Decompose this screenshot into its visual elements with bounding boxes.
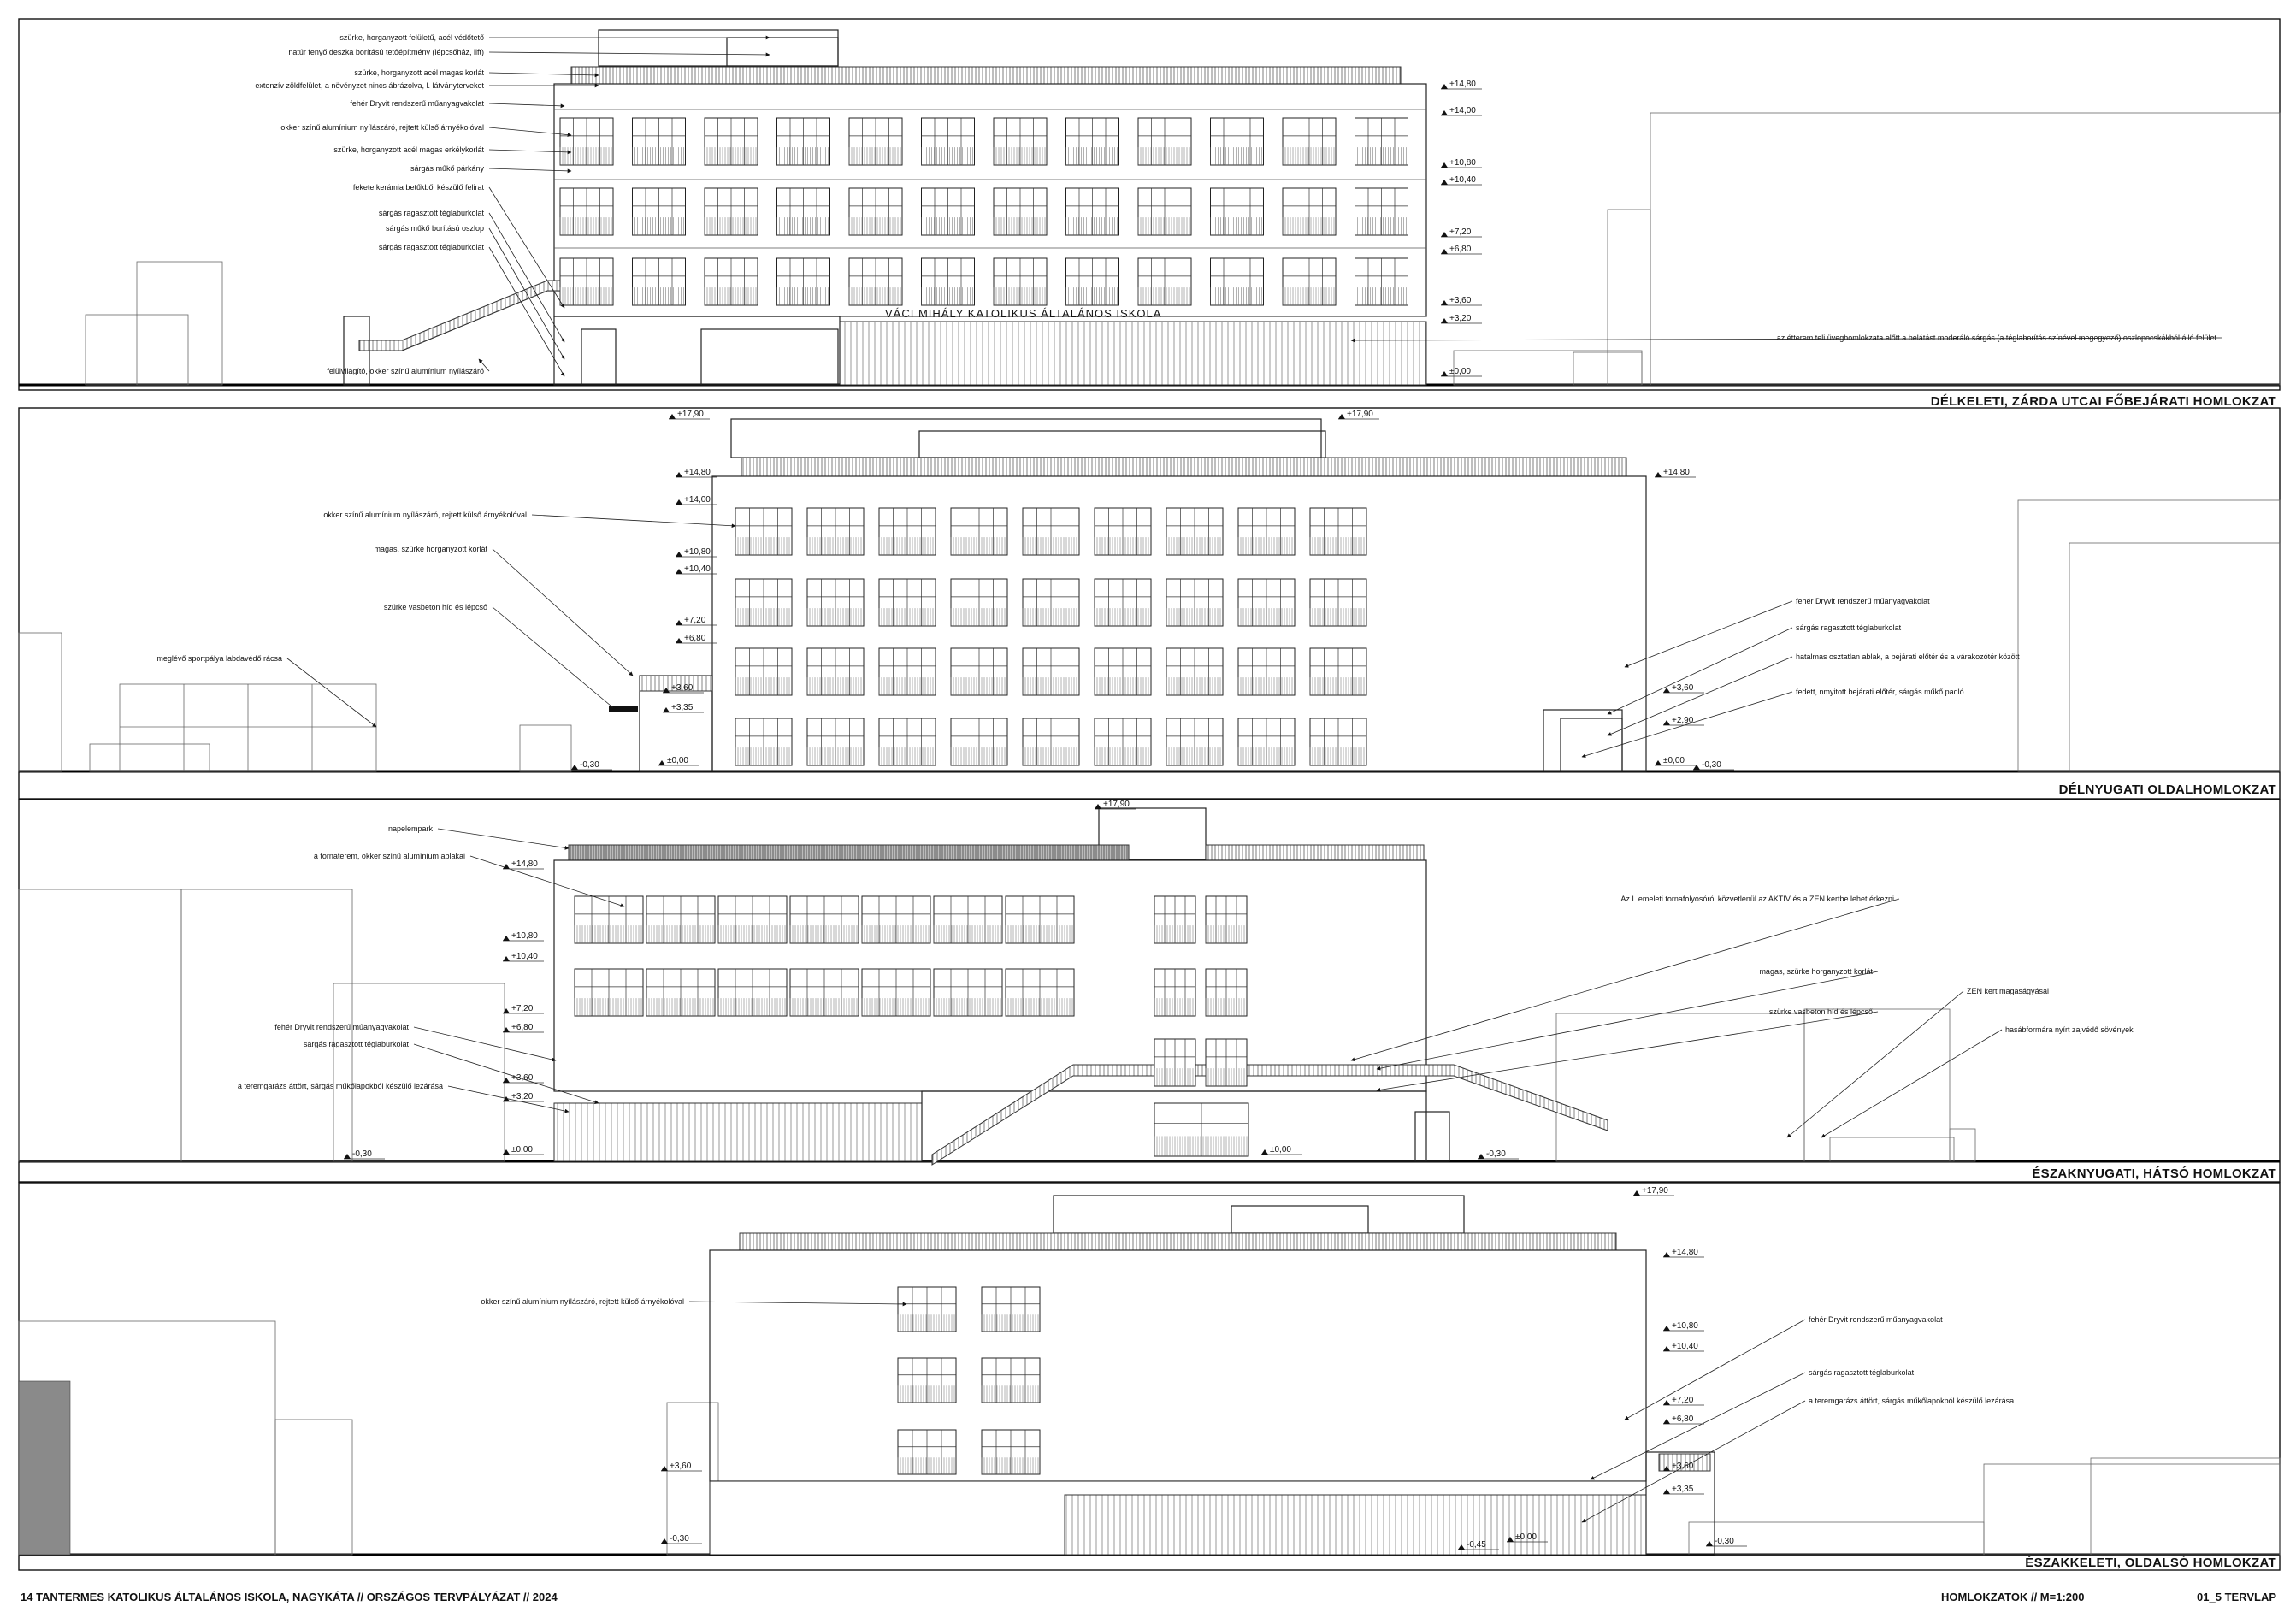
annotation-label: sárgás műkő párkány: [410, 164, 484, 173]
level-label: +14,00: [1449, 106, 1476, 115]
leader-line: [1625, 601, 1792, 667]
level-label: +10,40: [1449, 175, 1476, 185]
leader-line: [489, 150, 571, 152]
footer-sheet-number: 01_5 TERVLAP: [2197, 1591, 2276, 1603]
annotation-label: fehér Dryvit rendszerű műanyagvakolat: [350, 99, 484, 108]
level-label: +3,35: [1672, 1485, 1694, 1494]
annotation-label: szürke vasbeton híd és lépcső: [383, 603, 487, 611]
level-label: ±0,00: [1515, 1532, 1537, 1542]
leader-line: [489, 247, 564, 376]
panel-2-annotations: [156, 511, 2020, 757]
leader-line: [1351, 899, 1899, 1060]
annotation-label: magas, szürke horganyzott korlát: [374, 545, 487, 553]
footer-project-title: 14 TANTERMES KATOLIKUS ÁLTALÁNOS ISKOLA, NAGYKÁTA // ORSZÁGOS TERVPÁLYÁZAT // 2024: [21, 1591, 558, 1603]
leader-line: [448, 1086, 569, 1112]
level-label: +10,40: [1672, 1342, 1698, 1351]
leader-line: [489, 52, 770, 55]
level-label: +17,90: [677, 410, 704, 419]
level-label: +3,35: [671, 703, 694, 712]
annotation-label: okker színű alumínium nyílászáró, rejtett külső árnyékolóval: [481, 1297, 684, 1306]
annotation-label: szürke, horganyzott acél magas korlát: [354, 68, 484, 77]
annotation-label: sárgás ragasztott téglaburkolat: [1796, 623, 1902, 632]
panel-4-title: ÉSZAKKELETI, OLDALSÓ HOMLOKZAT: [2025, 1556, 2276, 1570]
annotation-label: szürke vasbeton híd és lépcső: [1768, 1007, 1873, 1016]
level-label: +17,90: [1347, 410, 1373, 419]
leader-line: [1582, 1401, 1805, 1522]
leader-line: [1608, 628, 1792, 714]
leader-line: [489, 168, 571, 171]
leader-line: [489, 127, 571, 135]
annotation-label: okker színű alumínium nyílászáró, rejtett külső árnyékolóval: [280, 123, 484, 132]
annotation-label: a tornaterem, okker színű alumínium ablakai: [313, 852, 465, 860]
annotation-label: napelempark: [387, 824, 433, 833]
annotation-label: hatalmas osztatlan ablak, a bejárati előtér és a várakozótér között: [1796, 653, 2020, 661]
level-label: +3,20: [511, 1092, 534, 1101]
annotation-label: a teremgarázs áttört, sárgás műkőlapokból készülő lezárása: [1809, 1397, 2015, 1405]
annotation-label: fekete kerámia betűkből készülő felirat: [352, 183, 484, 192]
annotation-label: az étterem teli üveghomlokzata előtt a belátást moderáló sárgás (a téglaborítás színével megegyező) oszlopocskákból álló felület: [1776, 334, 2216, 342]
annotation-label: szürke, horganyzott acél magas erkélykorlát: [333, 145, 484, 154]
annotation-label: fedett, nmyitott bejárati előtér, sárgás műkő padló: [1796, 688, 1964, 696]
annotation-label: meglévő sportpálya labdavédő rácsa: [156, 654, 282, 663]
level-label: +10,80: [684, 547, 711, 557]
level-label: +6,80: [1449, 245, 1472, 254]
level-label: +14,80: [1672, 1248, 1698, 1257]
level-label: +14,80: [511, 859, 538, 869]
school-sign-text: VÁCI MIHÁLY KATOLIKUS ÁLTALÁNOS ISKOLA: [885, 307, 1162, 320]
leader-line: [414, 1044, 599, 1103]
leader-line: [470, 856, 624, 906]
annotation-label: sárgás ragasztott téglaburkolat: [303, 1040, 409, 1048]
level-label: +14,80: [1663, 468, 1690, 477]
level-label: +3,20: [1449, 314, 1472, 323]
annotation-label: extenzív zöldfelület, a növényzet nincs ábrázolva, l. látványterveket: [255, 81, 484, 90]
annotation-label: fehér Dryvit rendszerű műanyagvakolat: [1809, 1315, 1943, 1324]
level-label: +3,60: [671, 683, 694, 693]
annotation-label: okker színű alumínium nyílászáró, rejtett külső árnyékolóval: [323, 511, 527, 519]
annotation-label: felülvilágító, okker színű alumínium nyílászáró: [327, 367, 484, 375]
level-label: +3,60: [670, 1462, 692, 1471]
level-label: ±0,00: [1449, 367, 1471, 376]
level-label: +7,20: [684, 616, 706, 625]
leader-line: [689, 1302, 906, 1304]
level-label: ±0,00: [511, 1145, 533, 1155]
leader-line: [532, 515, 735, 526]
annotation-label: ZEN kert magaságyásai: [1967, 987, 2050, 995]
level-label: +14,80: [1449, 80, 1476, 89]
annotation-label: sárgás ragasztott téglaburkolat: [1809, 1368, 1915, 1377]
level-label: +10,40: [511, 952, 538, 961]
level-label: +6,80: [684, 634, 706, 643]
level-label: +7,20: [1449, 227, 1472, 237]
annotation-label: sárgás műkő borítású oszlop: [385, 224, 484, 233]
leader-line: [493, 549, 633, 676]
level-markers: [1441, 80, 1482, 376]
level-label: -0,30: [1486, 1149, 1506, 1159]
annotation-label: Az I. emeleti tornafolyosóról közvetlenül az AKTÍV és a ZEN kertbe lehet érkezni: [1620, 895, 1894, 903]
panel-3-title: ÉSZAKNYUGATI, HÁTSÓ HOMLOKZAT: [2032, 1166, 2276, 1181]
level-label: +3,60: [1672, 1462, 1694, 1471]
level-label: +3,60: [511, 1073, 534, 1083]
level-label: +10,80: [511, 931, 538, 941]
leader-line: [1608, 657, 1792, 735]
level-label: +7,20: [511, 1004, 534, 1013]
level-label: -0,45: [1467, 1540, 1486, 1550]
level-label: ±0,00: [667, 756, 688, 765]
level-label: -0,30: [1715, 1537, 1734, 1546]
level-label: +2,90: [1672, 716, 1694, 725]
level-label: +17,90: [1642, 1186, 1668, 1196]
level-label: -0,30: [580, 760, 599, 770]
annotation-label: hasábformára nyírt zajvédő sövények: [2005, 1025, 2134, 1034]
level-label: +6,80: [1672, 1414, 1694, 1424]
leader-line: [287, 658, 376, 727]
level-label: ±0,00: [1270, 1145, 1291, 1155]
annotation-label: magas, szürke horganyzott korlát: [1759, 967, 1873, 976]
level-label: ±0,00: [1663, 756, 1685, 765]
annotation-label: sárgás ragasztott téglaburkolat: [378, 209, 484, 217]
panel-2-title: DÉLNYUGATI OLDALHOMLOKZAT: [2058, 782, 2276, 797]
leader-line: [1625, 1320, 1805, 1420]
level-label: +14,00: [684, 495, 711, 505]
level-label: +3,60: [1672, 683, 1694, 693]
leader-line: [1377, 971, 1878, 1069]
panel-1-title: DÉLKELETI, ZÁRDA UTCAI FŐBEJÁRATI HOMLOKZAT: [1930, 394, 2276, 409]
leader-line: [438, 829, 569, 848]
leader-line: [489, 213, 564, 342]
level-label: +6,80: [511, 1023, 534, 1032]
leader-line: [493, 607, 616, 710]
leader-line: [1821, 1030, 2002, 1137]
level-label: +10,80: [1449, 158, 1476, 168]
annotation-label: sárgás ragasztott téglaburkolat: [378, 243, 484, 251]
level-label: -0,30: [352, 1149, 372, 1159]
footer-scale: HOMLOKZATOK // M=1:200: [1941, 1591, 2085, 1603]
panel-2-elevation: [19, 419, 2280, 771]
level-label: +10,40: [684, 564, 711, 574]
level-label: -0,30: [670, 1534, 689, 1544]
annotation-label: natúr fenyő deszka borítású tetőépítmény (lépcsőház, lift): [288, 48, 484, 56]
level-label: -0,30: [1702, 760, 1721, 770]
annotation-label: a teremgarázs áttört, sárgás műkőlapokból készülő lezárása: [237, 1082, 443, 1090]
leader-line: [489, 103, 564, 106]
level-label: +10,80: [1672, 1321, 1698, 1331]
leader-line: [1377, 1012, 1878, 1090]
panel-3-elevation: [19, 808, 2280, 1165]
annotation-label: szürke, horganyzott felületű, acél védőtető: [339, 33, 484, 42]
level-label: +7,20: [1672, 1396, 1694, 1405]
panel-4-elevation: [19, 1196, 2280, 1555]
level-label: +17,90: [1103, 800, 1130, 809]
annotation-label: fehér Dryvit rendszerű műanyagvakolat: [274, 1023, 409, 1031]
level-label: +14,80: [684, 468, 711, 477]
level-label: +3,60: [1449, 296, 1472, 305]
annotation-label: fehér Dryvit rendszerű műanyagvakolat: [1796, 597, 1930, 605]
